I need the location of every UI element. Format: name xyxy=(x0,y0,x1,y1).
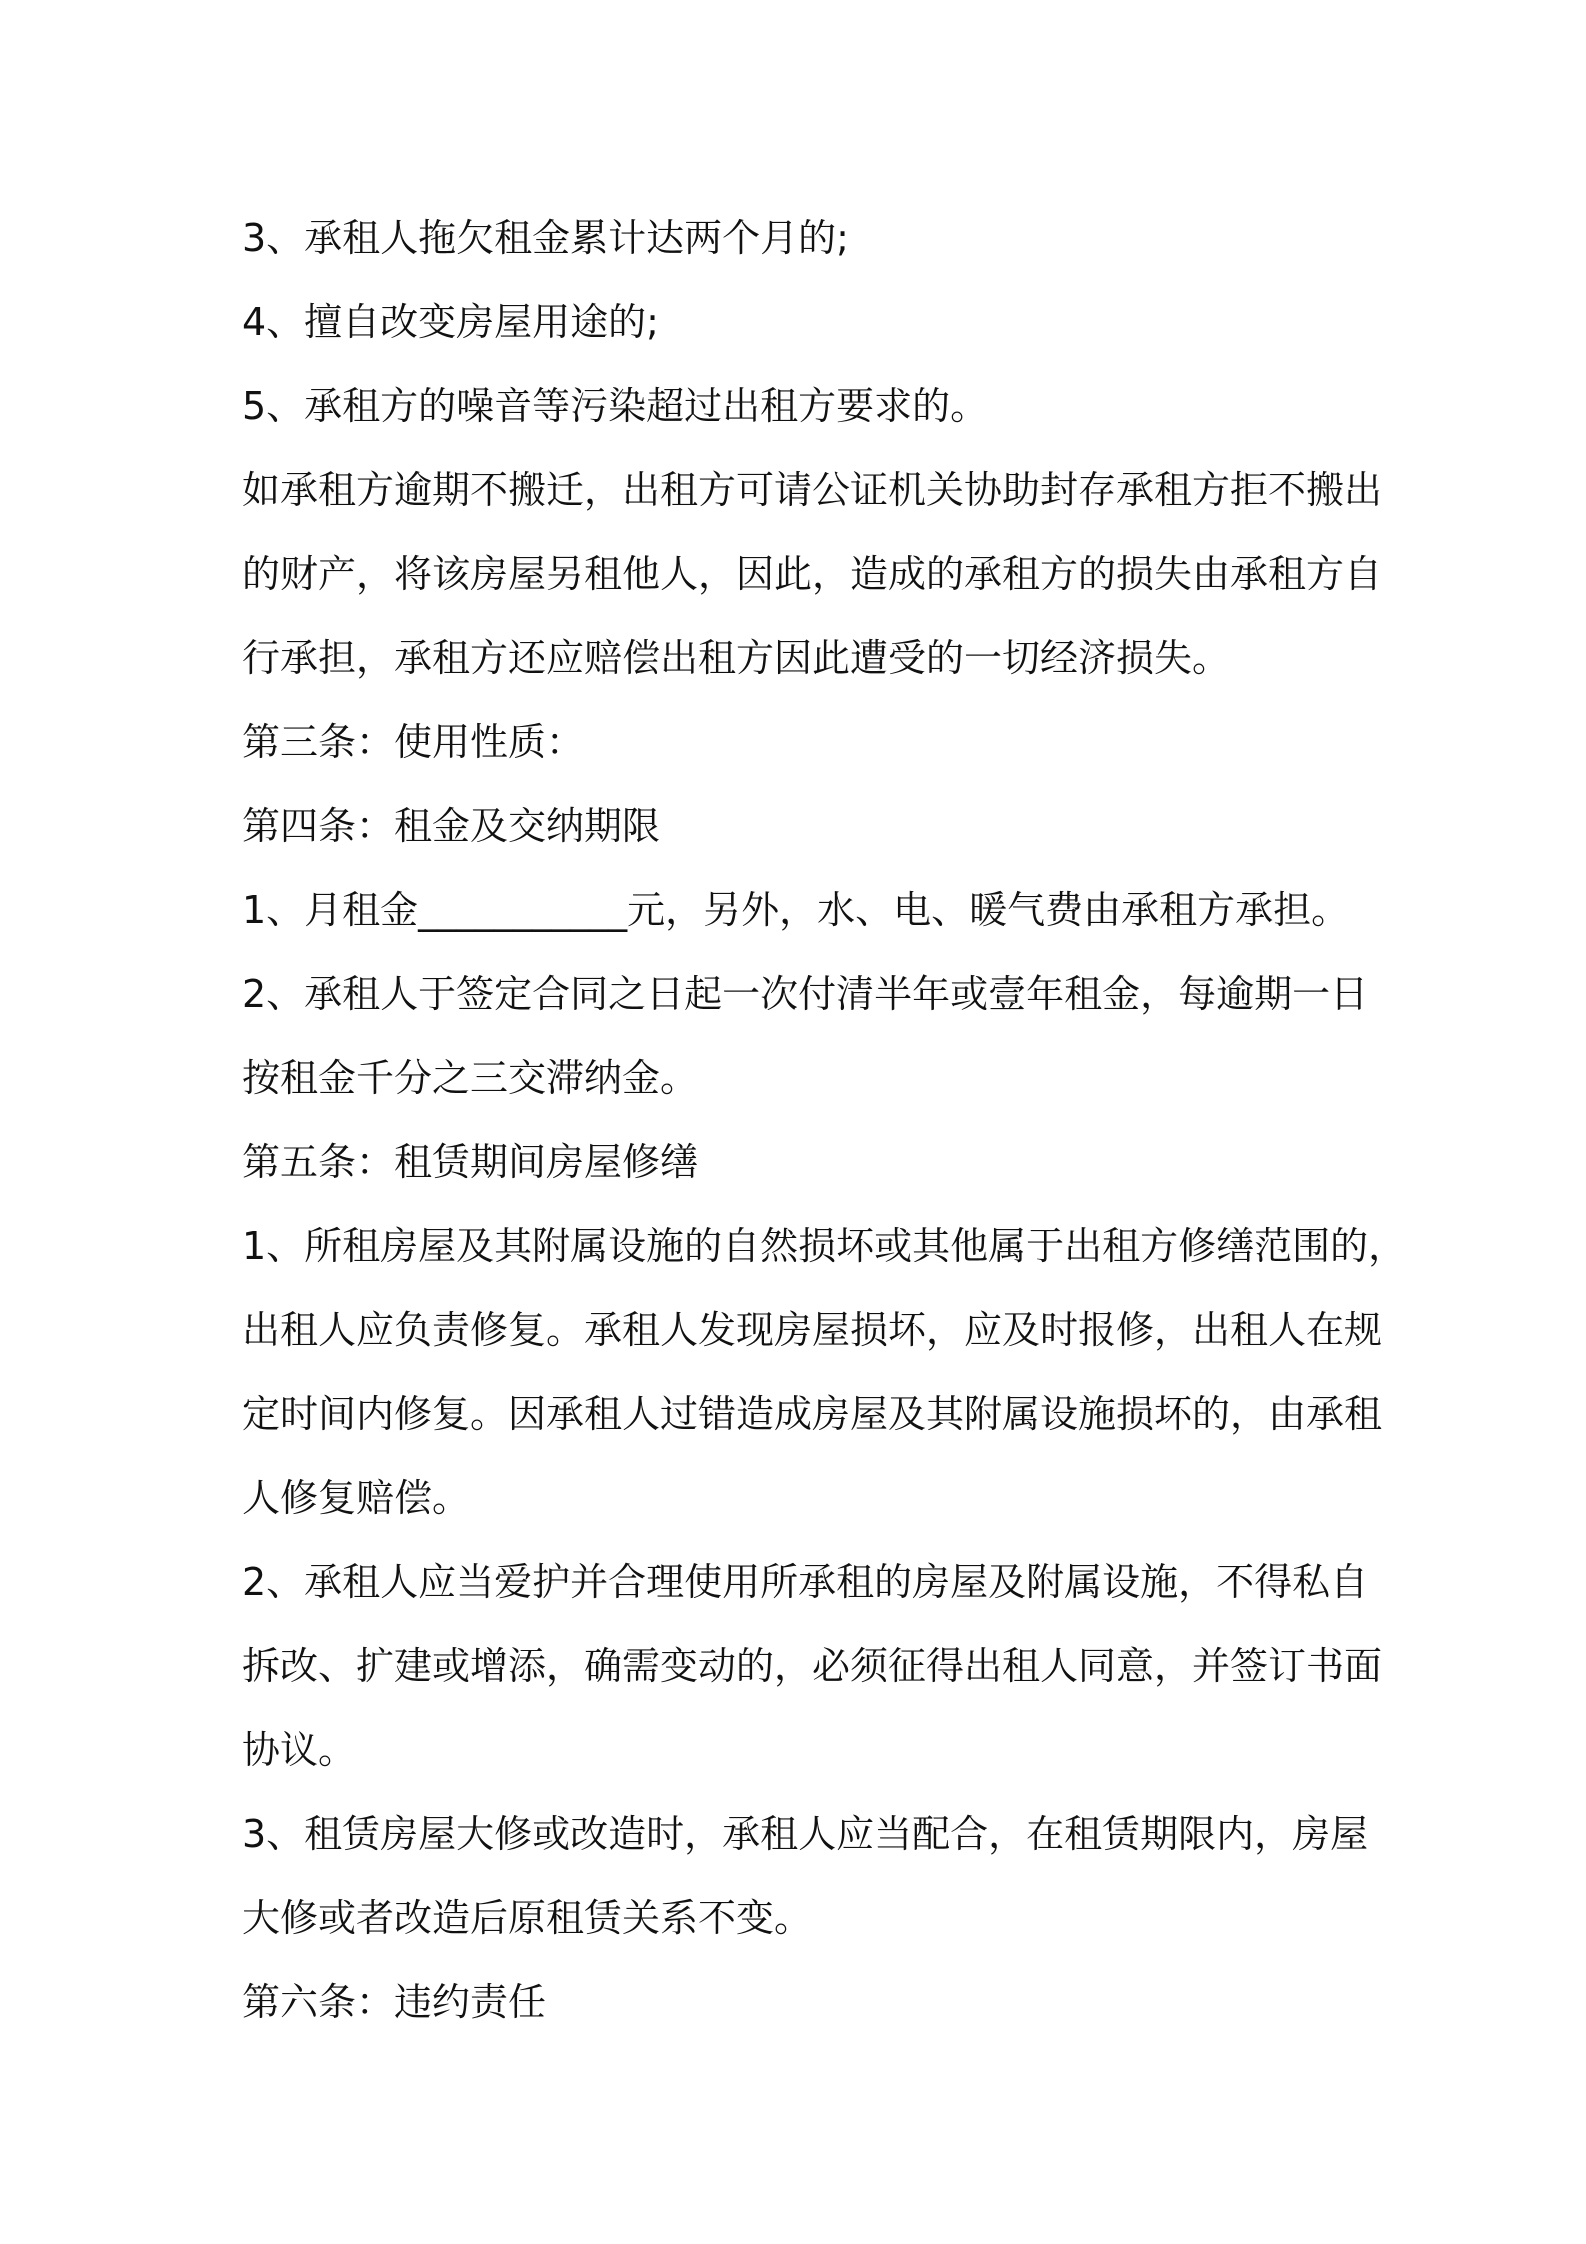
text-line: 的财产，将该房屋另租他人，因此，造成的承租方的损失由承租方自 xyxy=(242,552,1383,596)
text-line: 人修复赔偿。 xyxy=(242,1476,471,1520)
text-line: 协议。 xyxy=(242,1728,357,1772)
text-line: 拆改、扩建或增添，确需变动的，必须征得出租人同意，并签订书面 xyxy=(242,1644,1383,1688)
text-line: 5、承租方的噪音等污染超过出租方要求的。 xyxy=(242,384,989,428)
text-line: 4、擅自改变房屋用途的; xyxy=(242,300,659,344)
text-line: 大修或者改造后原租赁关系不变。 xyxy=(242,1896,813,1940)
text-line: 按租金千分之三交滞纳金。 xyxy=(242,1056,699,1100)
text-line: 如承租方逾期不搬迁，出租方可请公证机关协助封存承租方拒不搬出 xyxy=(242,468,1383,512)
text-line: 定时间内修复。因承租人过错造成房屋及其附属设施损坏的，由承租 xyxy=(242,1392,1383,1436)
text-line: 行承担，承租方还应赔偿出租方因此遭受的一切经济损失。 xyxy=(242,636,1231,680)
text-line: 出租人应负责修复。承租人发现房屋损坏，应及时报修，出租人在规 xyxy=(242,1308,1383,1352)
text-line: 2、承租人于签定合同之日起一次付清半年或壹年租金，每逾期一日 xyxy=(242,972,1369,1016)
text-line: 3、承租人拖欠租金累计达两个月的; xyxy=(242,216,849,260)
text-line: 2、承租人应当爱护并合理使用所承租的房屋及附属设施，不得私自 xyxy=(242,1560,1369,1604)
section-heading: 第四条：租金及交纳期限 xyxy=(242,804,661,848)
text-line: 1、所租房屋及其附属设施的自然损坏或其他属于出租方修缮范围的， xyxy=(242,1224,1407,1268)
text-line: 1、月租金___________元，另外，水、电、暖气费由承租方承担。 xyxy=(242,888,1350,932)
document-body xyxy=(242,196,1407,2044)
section-heading: 第三条：使用性质： xyxy=(242,720,585,764)
text-line: 3、租赁房屋大修或改造时，承租人应当配合，在租赁期限内，房屋 xyxy=(242,1812,1369,1856)
section-heading: 第五条：租赁期间房屋修缮 xyxy=(242,1140,699,1184)
section-heading: 第六条：违约责任 xyxy=(242,1980,547,2024)
